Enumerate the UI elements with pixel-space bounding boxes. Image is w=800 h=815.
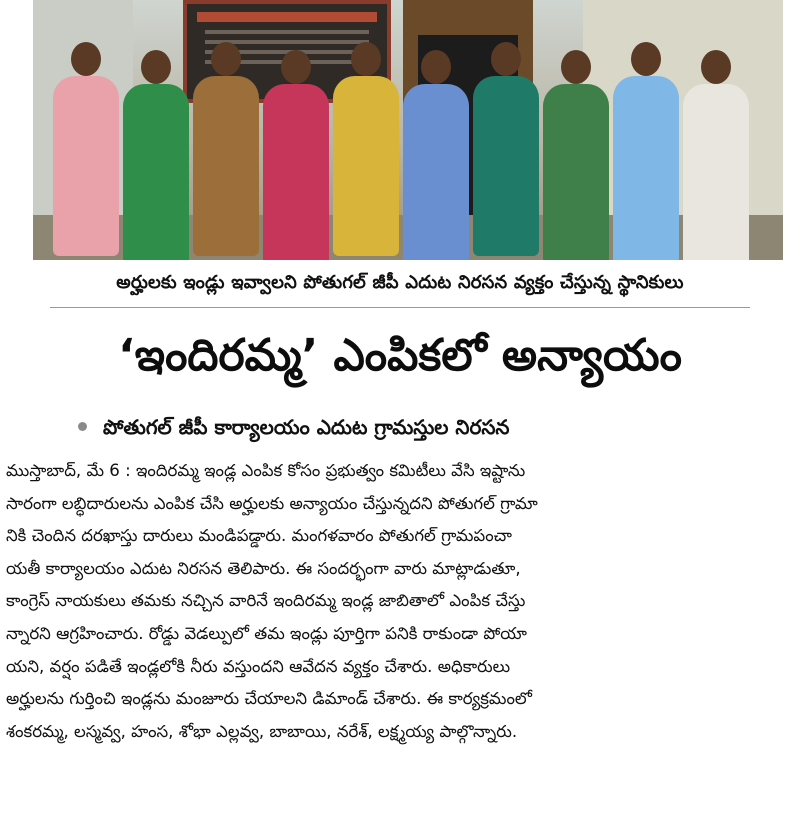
article-line: శంకరమ్మ, లస్మవ్వ, హంస, శోభా ఎల్లవ్వ, బాబాయి, నరేశ్, లక్ష్మయ్య పాల్గొన్నారు. <box>6 721 518 741</box>
photo-caption: అర్హులకు ఇండ్లు ఇవ్వాలని పోతుగల్ జీపీ ఎదుట నిరసన వ్యక్తం చేస్తున్న స్థానికులు <box>116 272 684 293</box>
subheadline-text: పోతుగల్ జీపీ కార్యాలయం ఎదుట గ్రామస్తుల నిరసన <box>103 415 510 439</box>
subheadline <box>78 412 778 442</box>
article-line: యని, వర్షం పడితే ఇండ్లలోకి నీరు వస్తుందని ఆవేదన వ్యక్తం చేశారు. అధికారులు <box>6 656 511 676</box>
article-line: అర్హులను గుర్తించి ఇండ్లను మంజూరు చేయాలని డిమాండ్ చేశారు. ఈ కార్యక్రమంలో <box>6 689 532 709</box>
article-line: కాంగ్రెస్ నాయకులు తమకు నచ్చిన వారినే ఇందిరమ్మ ఇండ్ల జాబితాలో ఎంపిక చేస్తు <box>6 591 526 611</box>
article-line: యతీ కార్యాలయం ఎదుట నిరసన తెలిపారు. ఈ సందర్భంగా వారు మాట్లాడుతూ, <box>6 558 521 578</box>
article-line: న్నారని ఆగ్రహించారు. రోడ్డు వెడల్పులో తమ ఇండ్లు పూర్తిగా పనికి రాకుండా పోయా <box>6 623 527 643</box>
caption-divider <box>50 307 750 308</box>
bullet-icon <box>78 422 87 431</box>
headline: ‘ఇందిరమ్మ’ ఎంపికలో అన్యాయం <box>118 330 682 381</box>
news-photo <box>33 0 783 260</box>
article-line: నికి చెందిన దరఖాస్తు దారులు మండిపడ్డారు. మంగళవారం పోతుగల్ గ్రామపంచా <box>6 526 512 546</box>
article-line: సారంగా లబ్ధిదారులను ఎంపిక చేసి అర్హులకు అన్యాయం చేస్తున్నదని పోతుగల్ గ్రామా <box>6 493 538 513</box>
article-body <box>6 455 792 748</box>
article-line: ముస్తాబాద్, మే 6 : ఇందిరమ్మ ఇండ్ల ఎంపిక కోసం ప్రభుత్వం కమిటీలు వేసి ఇష్టాను <box>6 461 526 480</box>
